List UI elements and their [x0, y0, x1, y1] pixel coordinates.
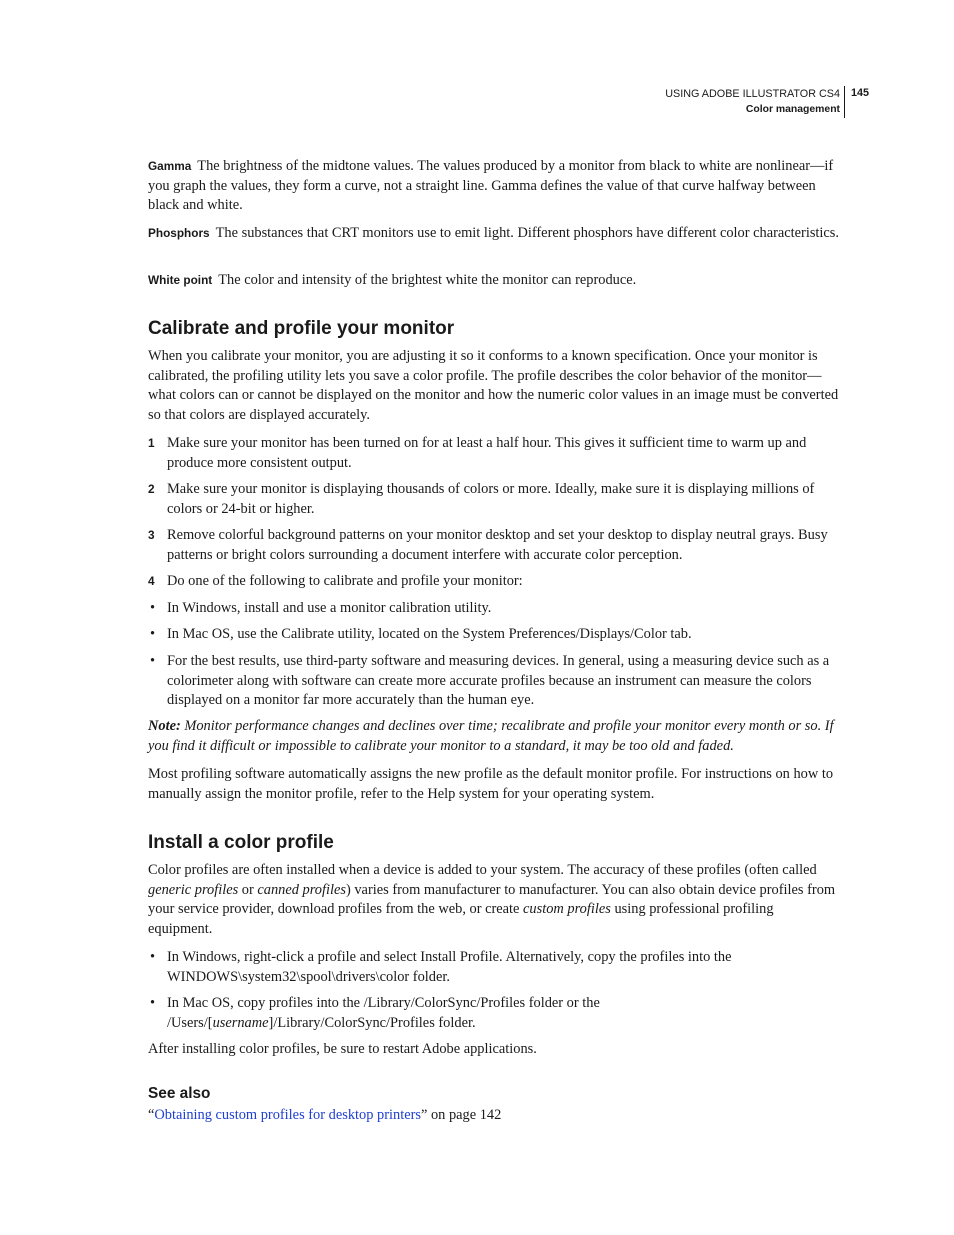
step-text: Make sure your monitor has been turned on for at least a half hour. This gives it sufficient time to warm up and produce more consistent output. [167, 435, 807, 471]
install-intro [148, 861, 840, 939]
intro-text: ) varies from manufacturer to manufacturer. You can also obtain device profiles from your service provider, download profiles from the web, or create [148, 881, 836, 918]
note [148, 717, 840, 756]
bullet-text: In Windows, right-click a profile and select Install Profile. Alternatively, copy the profiles into the WINDOWS\system32\spool\drivers\color folder. [167, 949, 732, 985]
step-text: Remove colorful background patterns on your monitor desktop and set your desktop to display neutral grays. Busy patterns or bright colors surrounding a document interfere with accurate color perception. [167, 527, 828, 563]
page-reference: ” on page 142 [420, 1107, 502, 1123]
intro-emphasis: generic profiles [148, 881, 239, 898]
bullet-text-part: In Mac OS, copy profiles into the /Library/ColorSync/Profiles folder or the /Users/[ [167, 995, 600, 1031]
step-number: 2 [148, 482, 155, 496]
intro-text: or [238, 881, 258, 898]
calibrate-closing: Most profiling software automatically assigns the new profile as the default monitor profile. For instructions on how to manually assign the monitor profile, refer to the Help system for your operating system. [148, 766, 834, 802]
step-text: Make sure your monitor is displaying thousands of colors or more. Ideally, make sure it is displaying millions of colors or 24-bit or higher. [167, 481, 815, 517]
bullet-icon: • [150, 600, 156, 616]
step-number: 3 [148, 528, 155, 542]
bullet-text: For the best results, use third-party software and measuring devices. In general, using a measuring device such as a colorimeter along with software can create more accurate profiles because an instrument can measure the colors displayed on a monitor far more accurately than the human eye. [167, 653, 830, 709]
intro-emphasis: custom profiles [523, 901, 611, 918]
quote-mark: “ [148, 1107, 155, 1123]
bullet-text-part: ]/Library/ColorSync/Profiles folder. [268, 1014, 476, 1031]
bullet-icon: • [150, 949, 156, 965]
definition-term: Phosphors [148, 226, 210, 240]
bullet-text: In Mac OS, use the Calibrate utility, located on the System Preferences/Displays/Color tab. [167, 626, 692, 642]
bullet-icon: • [150, 995, 156, 1011]
bullet-emphasis: username [212, 1014, 269, 1031]
bullet-item [148, 625, 840, 645]
definition-term: Gamma [148, 159, 192, 173]
bullet-item [148, 652, 840, 711]
note-text: Monitor performance changes and declines over time; recalibrate and profile your monitor every month or so. If you find it difficult or impossible to calibrate your monitor to a standard, it may be too old and faded. [148, 718, 834, 754]
definition-text: The color and intensity of the brightest white the monitor can reproduce. [218, 272, 637, 288]
heading-see-also: See also [148, 1085, 211, 1102]
step-item [148, 526, 840, 565]
step-number: 4 [148, 574, 155, 588]
heading-install: Install a color profile [148, 832, 334, 853]
step-item [148, 480, 840, 519]
bullet-text [167, 994, 840, 1033]
page-number: 145 [851, 87, 870, 99]
definition-term: White point [148, 273, 213, 287]
definition-text: The brightness of the midtone values. The values produced by a monitor from black to white are nonlinear—if you graph the values, they form a curve, not a straight line. Gamma defines the value of that curve halfway between black and white. [148, 158, 834, 214]
calibrate-intro: When you calibrate your monitor, you are adjusting it so it conforms to a known specification. Once your monitor is calibrated, the profiling utility lets you save a color profile. The profile describes the color behavior of the monitor—what colors can or cannot be displayed on the monitor and how the numeric color values in an image must be converted so that colors are displayed accurately. [148, 348, 839, 423]
header-divider [844, 86, 845, 118]
bullet-item [148, 994, 840, 1033]
heading-calibrate: Calibrate and profile your monitor [148, 318, 455, 339]
bullet-item [148, 599, 840, 619]
step-item [148, 572, 840, 592]
see-also-reference [148, 1106, 840, 1126]
bullet-item [148, 948, 840, 987]
see-also-link[interactable]: Obtaining custom profiles for desktop printers [154, 1107, 421, 1123]
install-closing: After installing color profiles, be sure to restart Adobe applications. [148, 1041, 537, 1057]
step-number: 1 [148, 436, 155, 450]
definition-white-point [148, 271, 840, 291]
definition-gamma [148, 157, 840, 216]
definition-phosphors [148, 224, 840, 244]
intro-text: Color profiles are often installed when a device is added to your system. The accuracy of these profiles (often called [148, 862, 817, 878]
step-text: Do one of the following to calibrate and profile your monitor: [167, 573, 523, 589]
intro-emphasis: canned profiles [257, 881, 346, 898]
bullet-icon: • [150, 653, 156, 669]
definition-text: The substances that CRT monitors use to emit light. Different phosphors have different color characteristics. [215, 225, 840, 241]
note-label: Note: [148, 718, 181, 734]
bullet-icon: • [150, 626, 156, 642]
bullet-text: In Windows, install and use a monitor calibration utility. [167, 600, 492, 616]
step-item [148, 434, 840, 473]
intro-text: using professional profiling equipment. [148, 901, 774, 937]
header-section: Color management [745, 104, 840, 115]
header-title: USING ADOBE ILLUSTRATOR CS4 [665, 88, 840, 100]
